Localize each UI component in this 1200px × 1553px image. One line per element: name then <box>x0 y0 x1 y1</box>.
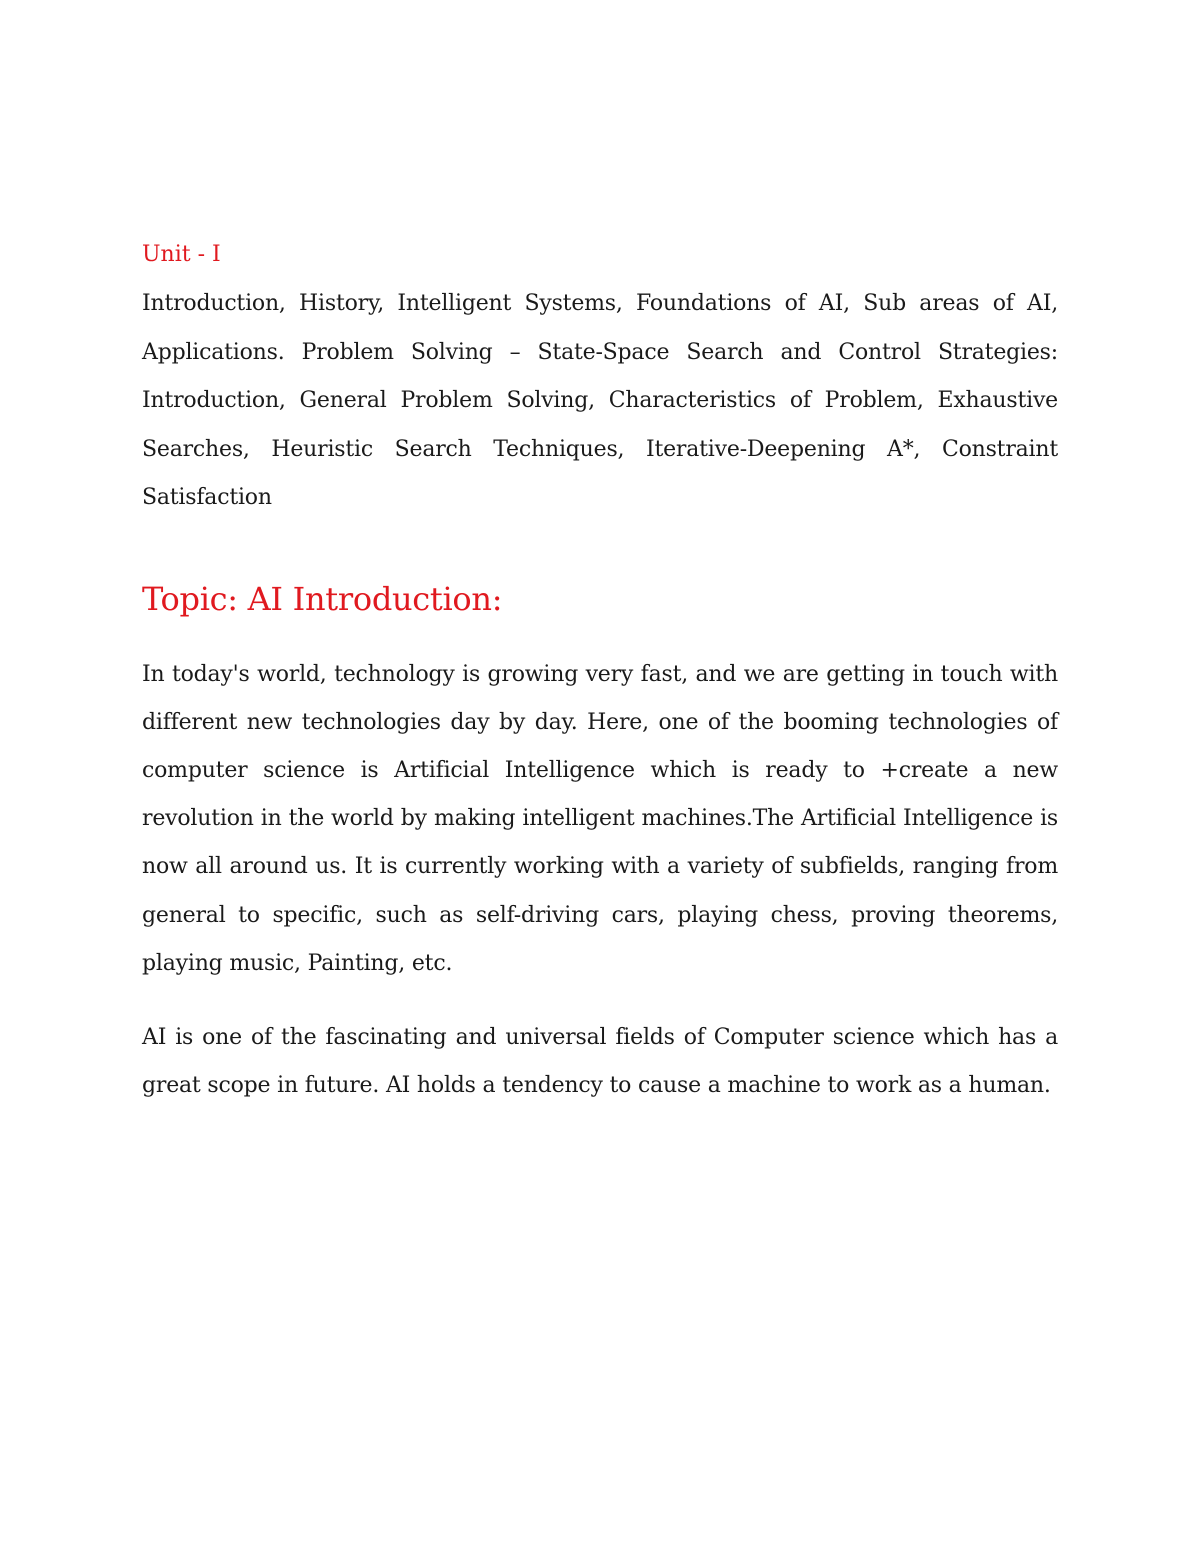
topic-heading: Topic: AI Introduction: <box>142 579 503 618</box>
intro-paragraph-1: In today's world, technology is growing very fast, and we are getting in touch with different new technologies day by day. Here, one of the booming technologies of computer science is Artificial Intelligence which is ready to +create a new revolution in the world by making intelligent machines.The Artificial Intelligence is now all around us. It is currently working with a variety of subfields, ranging from general to specific, such as self-driving cars, playing chess, proving theorems, playing music, Painting, etc. <box>142 661 1058 976</box>
unit-label: Unit - I <box>142 242 221 267</box>
page-content <box>142 238 1058 1136</box>
intro-paragraph-2: AI is one of the fascinating and universal fields of Computer science which has a great scope in future. AI holds a tendency to cause a machine to work as a human. <box>142 1024 1058 1099</box>
unit-syllabus: Introduction, History, Intelligent Systems, Foundations of AI, Sub areas of AI, Applications. Problem Solving – State-Space Search and Control Strategies: Introduction, General Problem Solving, Characteristics of Problem, Exhaustive Searches, Heuristic Search Techniques, Iterative-Deepening A*, Constraint Satisfaction <box>142 291 1058 510</box>
